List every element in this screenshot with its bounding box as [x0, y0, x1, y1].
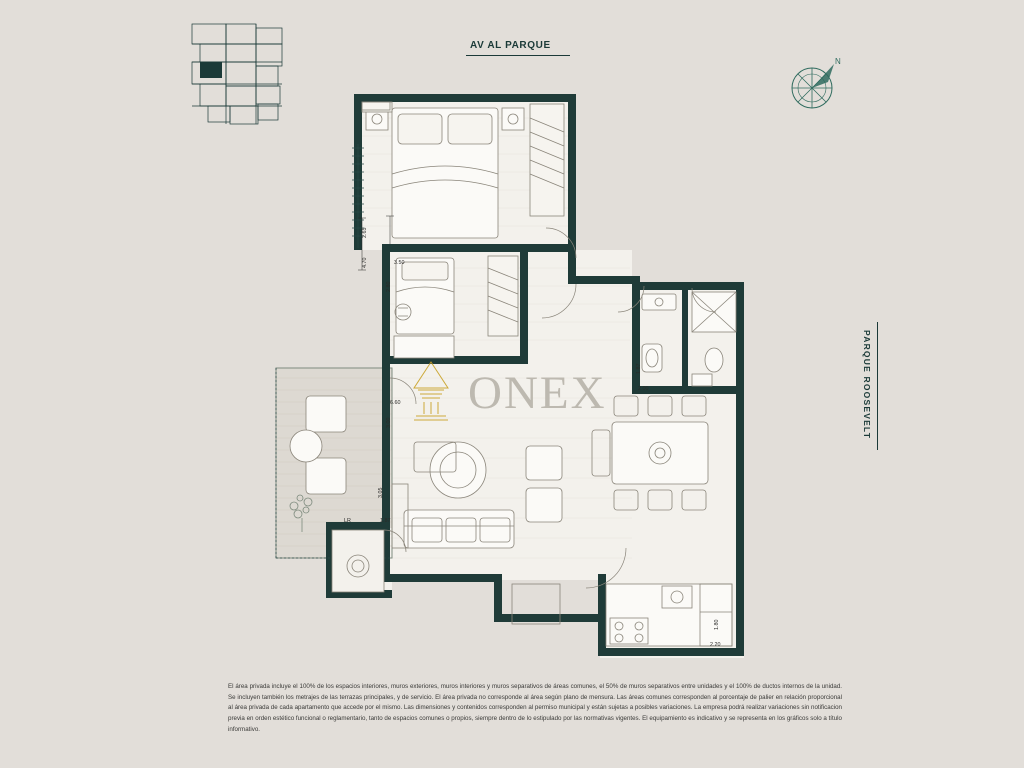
dim-living-length: 6.60 [390, 400, 401, 406]
disclaimer-text: El área privada incluye el 100% de los espacios interiores, muros exteriores, muros interiores y muros separativos de áreas comunes, el 50% de muros separativos entre unidades y el 100% de ductos internos de la unidad. Se incluyen también los metrajes de las terrazas principales, y de servicio. El área privada no corresponde al área según plano de mensura. Las áreas comunes corresponden al porcentaje de palier en relación proporcional al área privada de cada apartamento que accede por el mismo. Las dimensiones y contenidos corresponden al permiso municipal y están sujetas a posibles variaciones. La empresa podrá realizar variaciones sin notificacion previa en orden estético funcional o reglamentario, tanto de espacios comunes o propios, siempre dentro de lo estipulado por las normativas vigentes. El equipamiento es indicativo y se representa en los gráficos solo a título informativo. [228, 683, 842, 733]
dim-kitchen-width: 2.20 [710, 642, 721, 648]
label-laundry: LR [344, 518, 351, 524]
dining-table [612, 422, 708, 484]
dim-terrace-depth: 3.05 [378, 487, 384, 498]
street-label-right: PARQUE ROOSEVELT [862, 330, 872, 440]
dim-bedroom-two-depth: 2.80 [386, 281, 392, 292]
north-compass [782, 52, 846, 116]
armchair-2 [526, 488, 562, 522]
dim-bedroom-main-width: 4.70 [362, 257, 368, 268]
page-title-rule [466, 55, 570, 56]
watermark-text: ONEX [468, 366, 607, 419]
key-plan-highlighted-unit [200, 62, 222, 78]
dim-bath-width: 2.00 [638, 386, 649, 392]
coffee-table [430, 442, 486, 498]
floor-plan-drawing [262, 78, 782, 658]
dim-bedroom-two-width: 3.50 [394, 260, 405, 266]
compass-north-label: N [835, 57, 841, 66]
dim-bedroom-main-depth: 2.65 [362, 227, 368, 238]
dim-bath-depth: 1.87 [636, 363, 642, 374]
dim-terrace-width: 1.87 [380, 518, 391, 524]
right-label-rule [877, 322, 878, 450]
page-title: AV AL PARQUE [470, 40, 551, 51]
dim-kitchen-depth: 1.80 [714, 619, 720, 630]
dim-living-depth: 3.00 [386, 417, 392, 428]
armchair-1 [526, 446, 562, 480]
